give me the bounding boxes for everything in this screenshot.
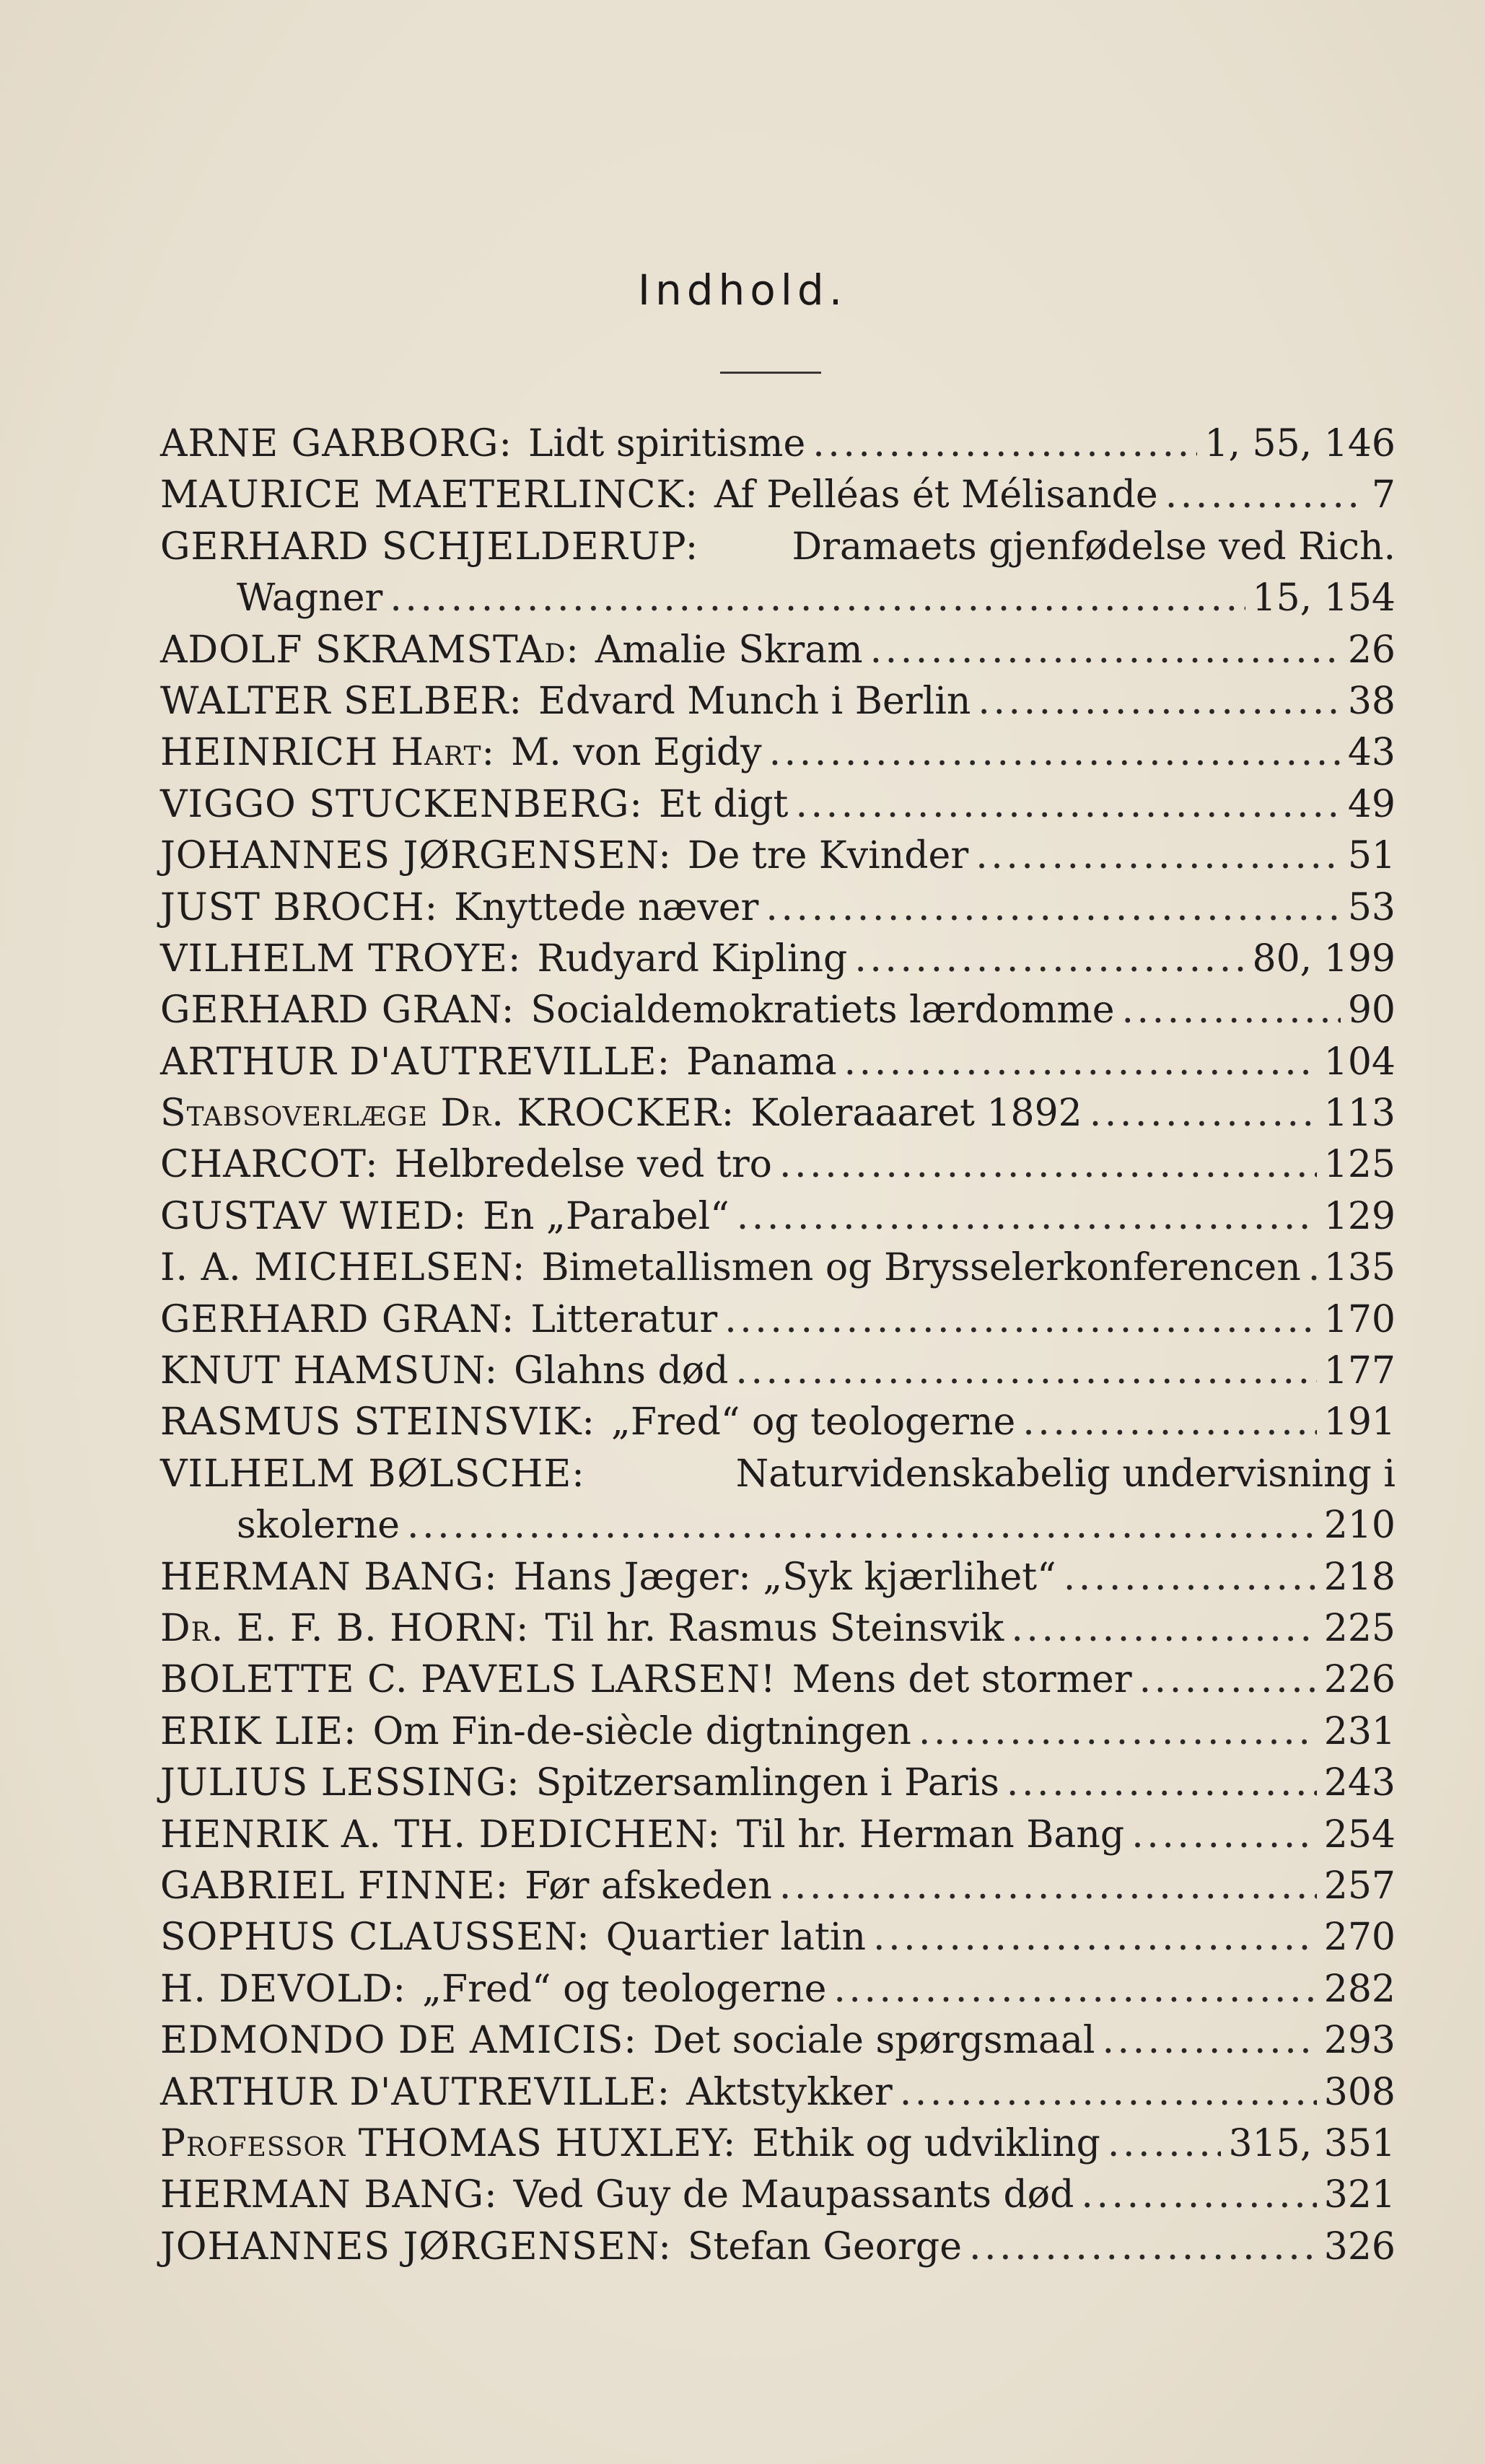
toc-entry <box>160 2222 1396 2273</box>
toc-author: JOHANNES JØRGENSEN: <box>160 834 672 878</box>
leader-dots <box>900 2067 1317 2118</box>
toc-page: 26 <box>1347 628 1396 672</box>
toc-work: De tre Kvinder <box>687 834 969 878</box>
toc-entry <box>160 470 1396 521</box>
toc-entry <box>160 1912 1396 1963</box>
title-rule <box>720 372 821 374</box>
leader-dots <box>1165 470 1364 521</box>
toc-work: Ved Guy de Maupassants død <box>513 2173 1074 2217</box>
toc-author: VILHELM BØLSCHE: <box>160 1452 585 1496</box>
toc-entry <box>160 418 1396 470</box>
page-title: Indhold. <box>637 266 848 315</box>
toc-work: Stefan George <box>687 2224 962 2268</box>
leader-dots <box>812 418 1197 470</box>
toc-work: Af Pelléas ét Mélisande <box>714 473 1158 517</box>
toc-work: Et digt <box>658 782 789 826</box>
toc-author: GERHARD GRAN: <box>160 988 515 1032</box>
leader-dots <box>833 1964 1316 2015</box>
toc-work: En „Parabel“ <box>483 1194 730 1238</box>
leader-dots <box>969 2222 1317 2273</box>
toc-author: VILHELM TROYE: <box>160 937 522 981</box>
toc-work: Bimetallismen og Brysselerkonferencen <box>541 1246 1301 1290</box>
toc-author: BOLETTE C. PAVELS LARSEN! <box>160 1658 776 1702</box>
toc-work: Quartier latin <box>605 1916 867 1960</box>
toc-page: 15, 154 <box>1252 576 1396 621</box>
toc-work: Ethik og udvikling <box>752 2121 1100 2165</box>
toc-work: Det sociale spørgsmaal <box>652 2019 1095 2063</box>
toc-page: 254 <box>1323 1812 1396 1856</box>
leader-dots <box>407 1500 1317 1551</box>
leader-dots <box>1121 985 1340 1036</box>
toc-work: Om Fin-de-siècle digtningen <box>372 1709 911 1753</box>
leader-dots <box>1131 1810 1317 1861</box>
toc-entry <box>160 1088 1396 1139</box>
toc-author: WALTER SELBER: <box>160 679 522 723</box>
toc-entry <box>160 676 1396 727</box>
toc-entry <box>160 1758 1396 1809</box>
leader-dots <box>1103 2015 1317 2066</box>
toc-page: 170 <box>1323 1297 1396 1341</box>
toc-page: 321 <box>1323 2173 1396 2217</box>
toc-work: Knyttede næver <box>454 885 759 929</box>
toc-page: 38 <box>1347 679 1396 723</box>
toc-page: 225 <box>1323 1606 1396 1650</box>
toc-work: Til hr. Rasmus Steinsvik <box>545 1606 1004 1650</box>
toc-author: HERMAN BANG: <box>160 1555 498 1599</box>
toc-author: SOPHUS CLAUSSEN: <box>160 1916 590 1960</box>
toc-page: 293 <box>1323 2019 1396 2063</box>
toc-entry <box>160 779 1396 830</box>
toc-author: MAURICE MAETERLINCK: <box>160 473 698 517</box>
toc-page: 326 <box>1323 2224 1396 2268</box>
toc-work: Litteratur <box>530 1297 718 1341</box>
toc-page: 218 <box>1323 1555 1396 1599</box>
toc-work: Helbredelse ved tro <box>394 1143 772 1187</box>
toc-page: 90 <box>1347 988 1396 1032</box>
toc-work: Socialdemokratiets lærdomme <box>530 988 1115 1032</box>
toc-page: 243 <box>1323 1761 1396 1805</box>
leader-dots <box>1139 1654 1317 1706</box>
toc-page: 270 <box>1323 1916 1396 1960</box>
toc-entry <box>160 1397 1396 1448</box>
toc-author: I. A. MICHELSEN: <box>160 1246 526 1290</box>
leader-dots <box>795 779 1340 830</box>
toc-page: 53 <box>1347 885 1396 929</box>
toc-work: Aktstykker <box>686 2070 893 2114</box>
leader-dots <box>769 727 1341 779</box>
toc-work: Koleraaaret 1892 <box>750 1092 1082 1136</box>
toc-author: ARNE GARBORG: <box>160 422 512 465</box>
toc-page: 49 <box>1347 782 1396 826</box>
toc-work-continued: skolerne <box>237 1504 400 1548</box>
toc-author: VIGGO STUCKENBERG: <box>160 782 643 826</box>
leader-dots <box>870 625 1341 676</box>
toc-entry <box>160 625 1396 676</box>
toc-entry <box>160 1861 1396 1912</box>
toc-entry <box>160 2170 1396 2221</box>
toc-author: Stabsoverlæge Dr. KROCKER: <box>160 1092 735 1136</box>
toc-author: ARTHUR D'AUTREVILLE: <box>160 2070 671 2114</box>
leader-dots <box>737 1191 1317 1242</box>
toc-author: Professor THOMAS HUXLEY: <box>160 2121 737 2165</box>
leader-dots <box>724 1294 1317 1346</box>
leader-dots <box>390 573 1245 624</box>
toc-work: Spitzersamlingen i Paris <box>535 1761 999 1805</box>
toc-work-continued: Wagner <box>237 576 383 621</box>
leader-dots <box>779 1139 1317 1191</box>
toc-entry <box>160 934 1396 985</box>
toc-entry <box>160 522 1396 625</box>
toc-work: „Fred“ og teologerne <box>422 1967 827 2011</box>
toc-entry <box>160 882 1396 934</box>
toc-entry <box>160 1037 1396 1088</box>
toc-entry <box>160 1294 1396 1346</box>
toc-page: 257 <box>1323 1864 1396 1908</box>
toc-page: 113 <box>1323 1092 1396 1136</box>
leader-dots <box>873 1912 1317 1963</box>
toc-author: GERHARD SCHJELDERUP: <box>160 525 699 569</box>
toc-work: Før afskeden <box>525 1864 772 1908</box>
toc-author: JUST BROCH: <box>160 885 439 929</box>
leader-dots <box>976 830 1341 882</box>
leader-dots <box>919 1706 1317 1758</box>
leader-dots <box>854 934 1245 985</box>
leader-dots <box>1007 1758 1317 1809</box>
toc-entry <box>160 1654 1396 1706</box>
toc-entry <box>160 1449 1396 1552</box>
toc-page: 135 <box>1323 1246 1396 1290</box>
toc-author: ADOLF SKRAMSTAd: <box>160 628 579 672</box>
toc-page: 282 <box>1323 1967 1396 2011</box>
leader-dots <box>1064 1552 1317 1603</box>
toc-author: GUSTAV WIED: <box>160 1194 468 1238</box>
toc-entry <box>160 727 1396 779</box>
leader-dots <box>735 1346 1316 1397</box>
table-of-contents <box>160 418 1396 2273</box>
toc-page: 51 <box>1347 834 1396 878</box>
toc-entry <box>160 1346 1396 1397</box>
toc-entry <box>160 1139 1396 1191</box>
toc-work: Mens det stormer <box>792 1658 1132 1702</box>
toc-page: 1, 55, 146 <box>1204 422 1396 465</box>
leader-dots <box>1081 2170 1316 2221</box>
toc-page: 43 <box>1347 731 1396 775</box>
toc-work: „Fred“ og teologerne <box>610 1400 1016 1444</box>
toc-page: 80, 199 <box>1252 937 1396 981</box>
toc-work: Lidt spiritisme <box>527 422 806 465</box>
toc-work: Panama <box>686 1040 837 1084</box>
toc-work: Til hr. Herman Bang <box>736 1812 1125 1856</box>
toc-entry <box>160 1706 1396 1758</box>
toc-author: JULIUS LESSING: <box>160 1761 520 1805</box>
leader-dots <box>1308 1242 1317 1294</box>
toc-work: M. von Egidy <box>511 731 762 775</box>
toc-author: KNUT HAMSUN: <box>160 1349 499 1393</box>
toc-page: 129 <box>1323 1194 1396 1238</box>
toc-author: ARTHUR D'AUTREVILLE: <box>160 1040 671 1084</box>
toc-author: HENRIK A. TH. DEDICHEN: <box>160 1812 721 1856</box>
toc-page: 231 <box>1323 1709 1396 1753</box>
toc-page: 125 <box>1323 1143 1396 1187</box>
toc-author: Dr. E. F. B. HORN: <box>160 1606 530 1650</box>
leader-dots <box>766 882 1340 934</box>
toc-author: GABRIEL FINNE: <box>160 1864 509 1908</box>
toc-entry <box>160 1964 1396 2015</box>
leader-dots <box>1011 1603 1316 1654</box>
toc-work: Naturvidenskabelig undervisning i <box>735 1452 1396 1496</box>
leader-dots <box>1090 1088 1317 1139</box>
toc-entry <box>160 1242 1396 1294</box>
toc-work: Hans Jæger: „Syk kjærlihet“ <box>513 1555 1056 1599</box>
toc-page: 210 <box>1323 1504 1396 1548</box>
toc-page: 226 <box>1323 1658 1396 1702</box>
leader-dots <box>844 1037 1317 1088</box>
toc-author: EDMONDO DE AMICIS: <box>160 2019 637 2063</box>
toc-entry <box>160 2015 1396 2066</box>
toc-author: RASMUS STEINSVIK: <box>160 1400 595 1444</box>
toc-work: Amalie Skram <box>595 628 863 672</box>
toc-entry <box>160 2118 1396 2170</box>
leader-dots <box>1108 2118 1222 2170</box>
toc-entry <box>160 1191 1396 1242</box>
toc-work: Glahns død <box>514 1349 729 1393</box>
toc-author: JOHANNES JØRGENSEN: <box>160 2224 672 2268</box>
toc-entry <box>160 830 1396 882</box>
toc-author: H. DEVOLD: <box>160 1967 407 2011</box>
toc-page: 104 <box>1323 1040 1396 1084</box>
toc-entry <box>160 1603 1396 1654</box>
toc-author: HERMAN BANG: <box>160 2173 498 2217</box>
leader-dots <box>1022 1397 1317 1448</box>
toc-entry <box>160 2067 1396 2118</box>
toc-author: CHARCOT: <box>160 1143 379 1187</box>
toc-work: Dramaets gjenfødelse ved Rich. <box>792 525 1396 569</box>
toc-page: 177 <box>1323 1349 1396 1393</box>
toc-page: 191 <box>1323 1400 1396 1444</box>
toc-author: HEINRICH Hart: <box>160 731 496 775</box>
toc-entry <box>160 1552 1396 1603</box>
toc-work: Edvard Munch i Berlin <box>538 679 971 723</box>
toc-entry <box>160 1810 1396 1861</box>
toc-author: ERIK LIE: <box>160 1709 357 1753</box>
leader-dots <box>779 1861 1317 1912</box>
toc-page: 308 <box>1323 2070 1396 2114</box>
toc-page: 315, 351 <box>1228 2121 1396 2165</box>
toc-entry <box>160 985 1396 1036</box>
leader-dots <box>978 676 1340 727</box>
toc-work: Rudyard Kipling <box>537 937 848 981</box>
toc-page: 7 <box>1371 473 1396 517</box>
toc-author: GERHARD GRAN: <box>160 1297 515 1341</box>
